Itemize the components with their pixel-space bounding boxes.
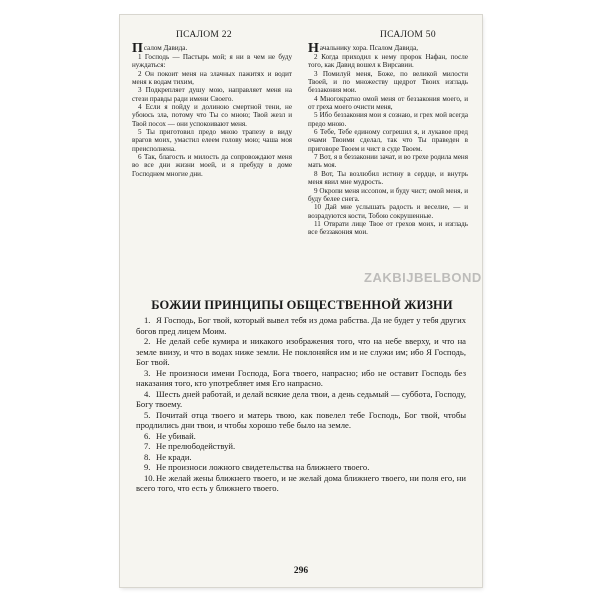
page-number: 296 [293,566,309,576]
item-number: 10. [144,472,155,483]
psalm-22-column [132,29,292,178]
psalm-50-title [308,41,468,56]
psalm-22-title-text: салом Давида. [143,44,188,52]
list-item [136,315,466,336]
drop-cap: Н [308,41,319,56]
verse: 9 Окропи меня иссопом, и буду чист; омой меня, и буду белее снега. [308,186,468,203]
watermark: ZAKBIJBELBOND [364,270,482,285]
item-number: 4. [144,388,151,399]
verse: 7 Вот, я в беззаконии зачат, и во грехе родила меня мать моя. [308,153,468,170]
item-number: 6. [144,430,151,441]
item-text: Не убивай. [156,430,196,441]
item-text: Я Господь, Бог твой, который вывел тебя из дома рабства. Да не будет у тебя других богов пред лицем Моим. [136,315,466,336]
item-number: 2. [144,336,151,346]
verse: 5 Ты приготовил предо мною трапезу в виду врагов моих, умастил елеем голову мою; чаша моя преисполнена. [132,128,292,153]
list-item [136,452,466,463]
verse: 4 Многократно омой меня от беззакония моего, и от греха моего очисти меня, [308,94,468,112]
item-number: 3. [144,367,151,378]
item-text: Не делай себе кумира и никакого изображения того, что на небе вверху, и что на земле внизу, и что в водах ниже земли. Не поклоняйся им и не служи им; ибо Я Господь, Бог твой. [136,336,466,367]
list-item [136,473,466,494]
item-text: Не произноси ложного свидетельства на ближнего твоего. [156,462,370,472]
section-title: БОЖИИ ПРИНЦИПЫ ОБЩЕСТВЕННОЙ ЖИЗНИ [151,298,453,312]
item-text: Не произноси имени Господа, Бога твоего, напрасно; ибо не оставит Господь без наказания того, кто употребляет имя Его напрасно. [136,367,466,388]
item-text: Не кради. [156,451,192,462]
item-text: Не прелюбодействуй. [156,441,236,451]
psalm-22-title [132,41,292,56]
list-item [136,431,466,442]
item-number: 7. [144,441,151,451]
psalm-50-heading: ПСАЛОМ 50 [380,30,436,40]
verse: 1 Господь — Пастырь мой; я ни в чем не буду нуждаться: [132,53,292,70]
verse: 8 Вот, Ты возлюбил истину в сердце, и внутрь меня явил мне мудрость. [308,169,468,187]
psalm-50-column [308,29,468,237]
commandments-list [136,315,466,494]
psalm-22-heading: ПСАЛОМ 22 [176,30,232,40]
verse: 2 Он покоит меня на злачных пажитях и водит меня к водам тихим, [132,69,292,87]
book-page [120,15,482,587]
list-item [136,441,466,452]
verse: 3 Подкрепляет душу мою, направляет меня на стези правды ради имени Своего. [132,86,292,103]
verse: 2 Когда приходил к нему пророк Нафан, после того, как Давид вошел к Вирсавии. [308,53,468,70]
drop-cap: П [132,41,143,56]
list-item [136,462,466,473]
item-number: 8. [144,451,151,462]
verse: 5 Ибо беззакония мои я сознаю, и грех мой всегда предо мною. [308,111,468,128]
verse: 3 Помилуй меня, Боже, по великой милости Твоей, и по множеству щедрот Твоих изгладь беззакония мои. [308,69,468,95]
list-item [136,389,466,410]
verse: 11 Отврати лице Твое от грехов моих, и изгладь все беззакония мои. [308,219,468,237]
item-number: 5. [144,409,151,420]
item-text: Почитай отца твоего и матерь твою, как повелел тебе Господь, Бог твой, чтобы продлились дни твои, и чтобы хорошо тебе было на земле. [136,409,466,430]
list-item [136,336,466,368]
verse: 4 Если я пойду и долиною смертной тени, не убоюсь зла, потому что Ты со мною; Твой жезл и Твой посох — они успокоивают меня. [132,103,292,128]
item-number: 1. [144,315,151,325]
item-text: Не желай жены ближнего твоего, и не желай дома ближнего твоего, ни поля его, ни всего того, что есть у ближнего твоего. [136,472,466,493]
psalm-50-title-text: ачальнику хора. Псалом Давида, [319,44,419,52]
verse: 10 Дай мне услышать радость и веселие, — и возрадуются кости, Тобою сокрушенные. [308,203,468,220]
verse: 6 Так, благость и милость да сопровождают меня во все дни жизни моей, и я пребуду в доме Господнем многие дни. [132,153,292,178]
verse: 6 Тебе, Тебе единому согрешил я, и лукавое пред очами Твоими сделал, так что Ты праведен в приговоре Твоем и чист в суде Твоем. [308,128,468,153]
item-number: 9. [144,462,151,472]
list-item [136,368,466,389]
item-text: Шесть дней работай, и делай всякие дела твои, а день седьмый — суббота, Господу, Богу твоему. [136,388,466,409]
list-item [136,410,466,431]
